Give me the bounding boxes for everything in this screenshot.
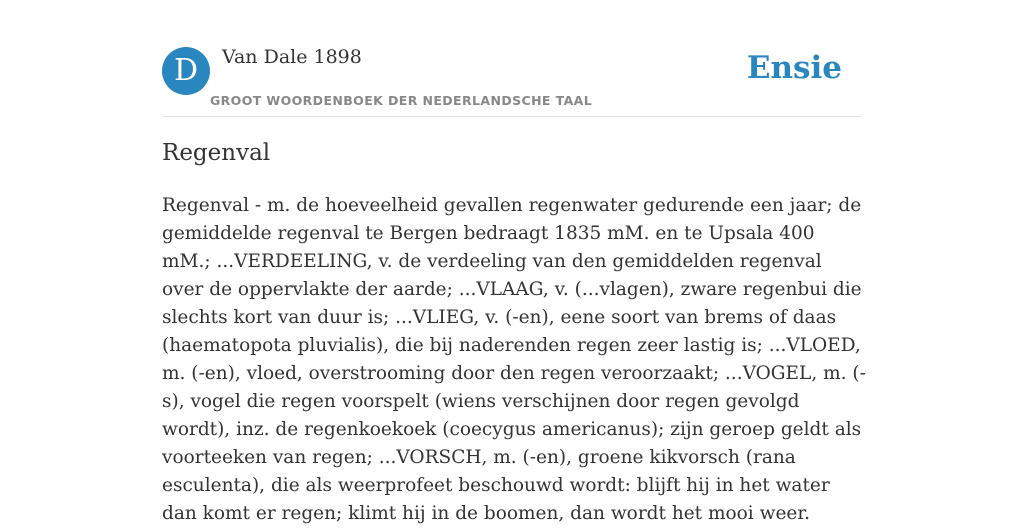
source-header [162,0,862,117]
source-subtitle: GROOT WOORDENBOEK DER NEDERLANDSCHE TAAL [210,93,593,108]
source-title-link[interactable]: Van Dale 1898 [222,46,362,68]
ensie-logo[interactable]: Ensie [746,50,842,86]
entry-title: Regenval [162,140,271,166]
source-avatar[interactable]: D [162,47,210,95]
entry-definition: Regenval - m. de hoeveelheid gevallen regenwater gedurende een jaar; de gemiddelde regenval te Bergen bedraagt 1835 mM. en te Upsala 400 mM.; ...VERDEELING, v. de verdeeling van den gemiddelden regenval over de oppervlakte der aarde; ...VLAAG, v. (...vlagen), zware regenbui die slechts kort van duur is; ...VLIEG, v. (-en), eene soort van brems of daas (haematopota pluvialis), die bij naderenden regen zeer lastig is; ...VLOED, m. (-en), vloed, overstrooming door den regen veroorzaakt; ...VOGEL, m. (-s), vogel die regen voorspelt (wiens verschijnen door regen gevolgd wordt), inz. de regenkoekoek (coecygus americanus); zijn geroep geldt als voorteeken van regen; ...VORSCH, m. (-en), groene kikvorsch (rana esculenta), die als weerprofeet beschouwd wordt: blijft hij in het water dan komt er regen; klimt hij in de boomen, dan wordt het mooi weer. [162,195,866,524]
